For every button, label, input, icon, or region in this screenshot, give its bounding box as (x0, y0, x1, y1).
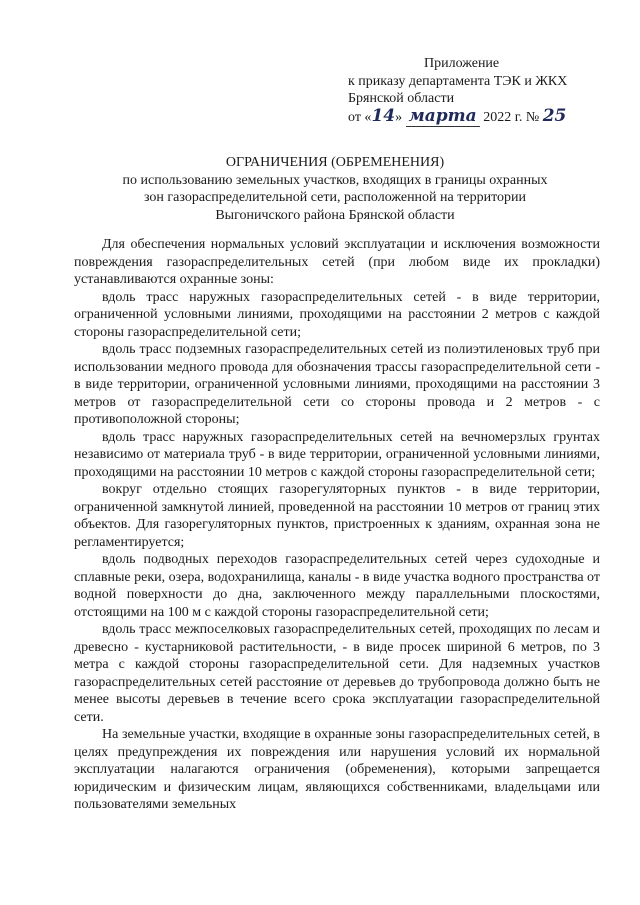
approval-header (348, 55, 608, 127)
month-blank (406, 105, 480, 128)
paragraph-outdoor-networks: вдоль трасс наружных газораспределительных сетей - в виде территории, ограниченной условными линиями, проходящими на расстоянии 2 метров с каждой стороны газораспределительной сети; (74, 289, 600, 340)
title-subtitle-2: зон газораспределительной сети, расположенной на территории (143, 190, 526, 205)
paragraph-underground-networks: вдоль трасс подземных газораспределительных сетей из полиэтиленовых труб при использовании медного провода для обозначения трассы газораспределительной сети - в виде территории, ограниченной условными линиями, проходящими на расстоянии 3 метров от газораспределительной сети со стороны провода и 2 метров - с противоположной стороны; (74, 342, 600, 427)
paragraph-permafrost-networks: вдоль трасс наружных газораспределительных сетей на вечномерзлых грунтах независимо от материала труб - в виде территории, ограниченной условными линиями, проходящими на расстоянии 10 метров с каждой стороны газораспределительной сети; (74, 429, 600, 480)
document-title (95, 154, 575, 224)
paragraph-gas-regulator-points: вокруг отдельно стоящих газорегуляторных пунктов - в виде территории, ограниченной замкнутой линией, проведенной на расстоянии 10 метров от границ этих объектов. Для газорегуляторных пунктов, пристроенных к зданиям, охранная зона не регламентируется; (74, 482, 600, 550)
appendix-label: Приложение (424, 56, 500, 71)
paragraph-restrictions: На земельные участки, входящие в охранные зоны газораспределительных сетей, в целях предупреждения их повреждения или нарушения условий их нормальной эксплуатации налагаются ограничения (обременения), которыми запрещается юридическим и физическим лицам, являющихся собственниками, владельцами или пользователями земельных (74, 727, 600, 812)
date-year: 2022 г. № (483, 109, 540, 125)
date-mid: » (395, 109, 403, 125)
document-body (74, 236, 600, 814)
region-name: Брянской области (348, 91, 455, 106)
order-date-line (348, 105, 608, 128)
title-subtitle-1: по использованию земельных участков, входящих в границы охранных (122, 172, 548, 188)
paragraph-intro: Для обеспечения нормальных условий эксплуатации и исключения возможности повреждения газораспределительных сетей (при любом виде их прокладки) устанавливаются охранные зоны: (74, 237, 600, 287)
handwritten-day: 14 (371, 105, 396, 126)
handwritten-month: марта (408, 105, 477, 126)
paragraph-forest-networks: вдоль трасс межпоселковых газораспределительных сетей, проходящих по лесам и древесно - кустарниковой растительности, - в виде просек шириной 6 метров, по 3 метра с каждой стороны газораспределительной сети. Для надземных участков газораспределительных сетей расстояние от деревьев до трубопровода должно быть не менее высоты деревьев в течение всего срока эксплуатации газораспределительной сети. (74, 622, 600, 725)
order-reference: к приказу департамента ТЭК и ЖКХ (348, 73, 568, 89)
handwritten-order-number: 25 (542, 105, 567, 126)
title-heading: ОГРАНИЧЕНИЯ (ОБРЕМЕНЕНИЯ) (225, 155, 445, 170)
date-prefix: от « (348, 109, 372, 125)
title-subtitle-3: Выгоничского района Брянской области (215, 207, 455, 223)
paragraph-underwater-crossings: вдоль подводных переходов газораспределительных сетей через судоходные и сплавные реки, озера, водохранилища, каналы - в виде участка водного пространства от водной поверхности до дна, заключенного между параллельными плоскостями, отстоящими на 100 м с каждой стороны газораспределительной сети; (74, 552, 600, 620)
